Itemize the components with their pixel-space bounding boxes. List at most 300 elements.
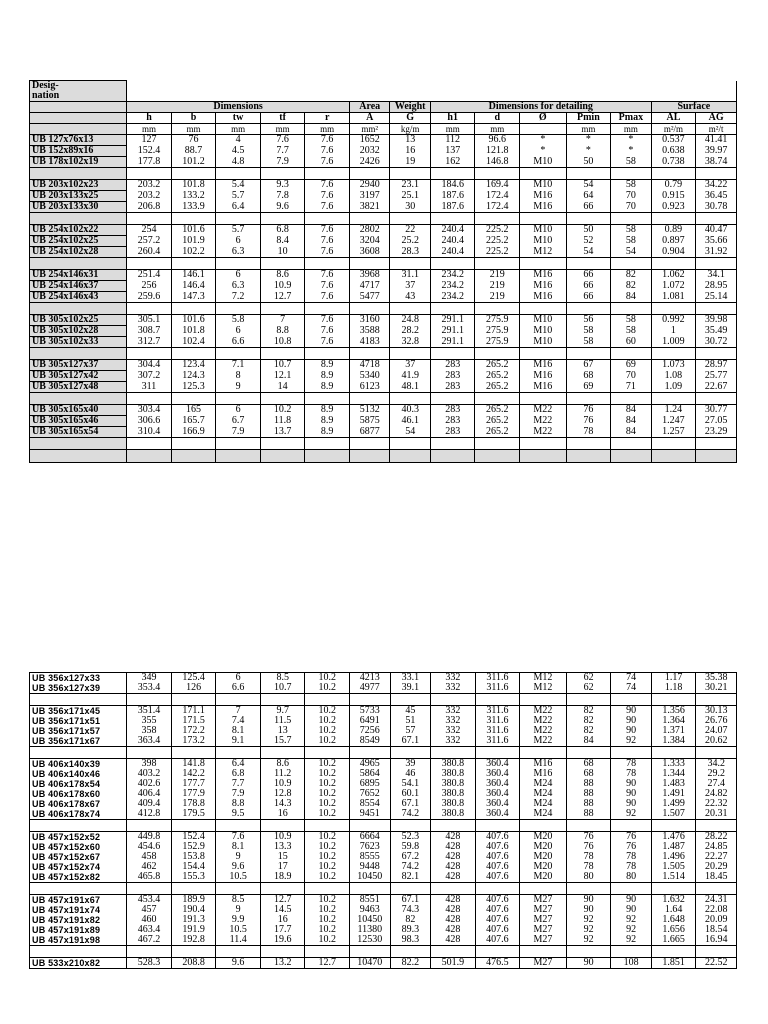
- d-value: 407.6: [475, 842, 520, 852]
- h-value: 402.6: [127, 779, 172, 789]
- tw-value: 6.6: [216, 683, 261, 694]
- pmin-value: 50: [566, 157, 611, 168]
- ag-value: 30.13: [696, 706, 737, 717]
- ag-value: 22.32: [696, 799, 737, 809]
- al-value: 0.904: [651, 247, 696, 258]
- table-row: [30, 326, 737, 337]
- weight-value: 33.1: [390, 673, 431, 684]
- b-value: 102.2: [171, 247, 216, 258]
- section-designation: UB 406x178x74: [30, 809, 127, 820]
- d-value: 360.4: [475, 779, 520, 789]
- h-value: 454.6: [127, 842, 172, 852]
- ag-value: 35.66: [696, 236, 737, 247]
- al-value: 1.64: [651, 905, 696, 915]
- table-row: [30, 180, 737, 191]
- bolt-value: M27: [520, 895, 567, 906]
- r-value: 7.6: [305, 157, 350, 168]
- ag-value: 26.76: [696, 716, 737, 726]
- pmax-value: 92: [611, 935, 652, 946]
- tw-value: 10.5: [216, 925, 261, 935]
- r-value: 10.2: [305, 915, 350, 925]
- group-spacer: [30, 438, 737, 450]
- bolt-value: M20: [520, 852, 567, 862]
- tw-value: 9: [216, 382, 261, 393]
- pmax-unit-header: mm: [611, 124, 652, 135]
- weight-value: 82.2: [390, 958, 431, 969]
- ag-value: 39.97: [696, 146, 737, 157]
- bolt-value: M16: [520, 202, 567, 213]
- weight-symbol-header: G: [390, 113, 431, 124]
- weight-value: 32.8: [390, 337, 431, 348]
- weight-value: 82: [390, 915, 431, 925]
- section-designation: UB 356x171x51: [30, 716, 127, 726]
- b-value: 142.2: [171, 769, 216, 779]
- r-value: 7.6: [305, 315, 350, 326]
- tw-value: 6: [216, 405, 261, 416]
- bolt-value: M10: [520, 337, 567, 348]
- al-value: 0.89: [651, 225, 696, 236]
- d-value: 265.2: [475, 427, 520, 438]
- bolt-value: M16: [520, 371, 567, 382]
- h-value: 305.1: [127, 315, 172, 326]
- table-row: [30, 759, 737, 770]
- weight-value: 37: [390, 360, 431, 371]
- ag-value: 24.85: [696, 842, 737, 852]
- area-value: 4965: [350, 759, 391, 770]
- section-designation: UB 457x191x82: [30, 915, 127, 925]
- bolt-value: M24: [520, 779, 567, 789]
- h-value: 303.4: [127, 405, 172, 416]
- tw-value: 9.9: [216, 915, 261, 925]
- tw-value: 6.4: [216, 202, 261, 213]
- b-value: 146.1: [171, 270, 216, 281]
- table-row: [30, 958, 737, 969]
- pmax-value: 84: [611, 405, 652, 416]
- bolt-value: M24: [520, 789, 567, 799]
- tf-value: 14: [260, 382, 305, 393]
- r-value: 7.6: [305, 326, 350, 337]
- b-value: 126: [171, 683, 216, 694]
- h1-value: 428: [431, 862, 476, 872]
- pmin-value: 82: [566, 716, 611, 726]
- h-value: 458: [127, 852, 172, 862]
- d-value: 275.9: [475, 337, 520, 348]
- r-value: 7.6: [305, 247, 350, 258]
- ag-value: 34.22: [696, 180, 737, 191]
- section-designation: UB 457x152x60: [30, 842, 127, 852]
- weight-value: 24.8: [390, 315, 431, 326]
- b-value: 101.6: [171, 225, 216, 236]
- table-row: [30, 842, 737, 852]
- area-value: 5340: [349, 371, 390, 382]
- h1-value: 137: [430, 146, 475, 157]
- ag-value: 28.97: [696, 360, 737, 371]
- ag-value: 27.05: [696, 416, 737, 427]
- ag-value: 30.72: [696, 337, 737, 348]
- bolt-value: M24: [520, 809, 567, 820]
- tf-value: 9.6: [260, 202, 305, 213]
- weight-value: 25.1: [390, 191, 431, 202]
- bolt-value: *: [520, 146, 567, 157]
- pmax-value: 90: [611, 799, 652, 809]
- h-value: 304.4: [127, 360, 172, 371]
- d-value: 407.6: [475, 925, 520, 935]
- tf-value: 9.3: [260, 180, 305, 191]
- pmin-value: 66: [566, 270, 611, 281]
- bolt-value: M12: [520, 673, 567, 684]
- h1-value: 428: [431, 935, 476, 946]
- ag-value: 35.49: [696, 326, 737, 337]
- tf-value: 7.7: [260, 146, 305, 157]
- bolt-value: M20: [520, 872, 567, 883]
- pmin-value: 78: [566, 852, 611, 862]
- b-value: 141.8: [171, 759, 216, 770]
- b-value: 152.4: [171, 832, 216, 843]
- b-value: 171.5: [171, 716, 216, 726]
- r-value: 10.2: [305, 799, 350, 809]
- pmin-value: 68: [566, 769, 611, 779]
- area-value: 6664: [350, 832, 391, 843]
- h-value: 127: [127, 135, 172, 146]
- group-spacer: [30, 820, 737, 832]
- al-value: 1.072: [651, 281, 696, 292]
- h1-value: 187.6: [430, 191, 475, 202]
- area-group-header: Area: [349, 102, 390, 113]
- d-value: 407.6: [475, 872, 520, 883]
- tf-value: 7.6: [260, 135, 305, 146]
- tw-value: 5.4: [216, 180, 261, 191]
- h-value: 206.8: [127, 202, 172, 213]
- b-value: 102.4: [171, 337, 216, 348]
- bolt-value: M16: [520, 759, 567, 770]
- pmin-value: 58: [566, 337, 611, 348]
- r-value: 10.2: [305, 935, 350, 946]
- r-value: 7.6: [305, 281, 350, 292]
- b-value: 146.4: [171, 281, 216, 292]
- b-value: 125.3: [171, 382, 216, 393]
- weight-value: 40.3: [390, 405, 431, 416]
- tf-value: 8.6: [260, 270, 305, 281]
- tf-value: 10.2: [260, 405, 305, 416]
- tw-value: 4: [216, 135, 261, 146]
- ag-value: 28.22: [696, 832, 737, 843]
- section-designation: UB 254x102x28: [30, 247, 127, 258]
- b-value: 101.2: [171, 157, 216, 168]
- ag-value: 34.1: [696, 270, 737, 281]
- al-symbol-header: AL: [651, 113, 696, 124]
- al-value: 1.356: [651, 706, 696, 717]
- pmax-value: 90: [611, 905, 652, 915]
- table-row: [30, 202, 737, 213]
- area-value: 8554: [350, 799, 391, 809]
- b-value: 123.4: [171, 360, 216, 371]
- tw-value: 8.1: [216, 726, 261, 736]
- table-row: [30, 416, 737, 427]
- r-value: 10.2: [305, 716, 350, 726]
- tw-value: 8: [216, 371, 261, 382]
- tf-value: 7.8: [260, 191, 305, 202]
- bolt-value: M16: [520, 191, 567, 202]
- tw-value: 6.7: [216, 416, 261, 427]
- section-table-upper: [29, 80, 737, 463]
- h1-value: 428: [431, 842, 476, 852]
- r-value: 10.2: [305, 872, 350, 883]
- d-value: 407.6: [475, 852, 520, 862]
- h1-value: 332: [431, 716, 476, 726]
- bolt-unit-header: [520, 124, 567, 135]
- h-value: 363.4: [127, 736, 172, 747]
- weight-value: 60.1: [390, 789, 431, 799]
- weight-value: 57: [390, 726, 431, 736]
- pmax-value: 90: [611, 789, 652, 799]
- section-designation: UB 356x127x33: [30, 673, 127, 684]
- ag-value: 24.82: [696, 789, 737, 799]
- d-value: 219: [475, 270, 520, 281]
- ag-value: 18.54: [696, 925, 737, 935]
- table-row: [30, 832, 737, 843]
- h1-value: 291.1: [430, 337, 475, 348]
- ag-value: 35.38: [696, 673, 737, 684]
- tf-value: 8.5: [260, 673, 305, 684]
- b-value: 173.2: [171, 736, 216, 747]
- weight-value: 67.1: [390, 799, 431, 809]
- b-value: 154.4: [171, 862, 216, 872]
- designation-header-cont: [30, 102, 127, 113]
- r-value: 7.6: [305, 270, 350, 281]
- weight-value: 13: [390, 135, 431, 146]
- h-value: 259.6: [127, 292, 172, 303]
- area-symbol-header: A: [349, 113, 390, 124]
- al-value: 1.073: [651, 360, 696, 371]
- h-value: 406.4: [127, 789, 172, 799]
- area-value: 4977: [350, 683, 391, 694]
- tw-value: 7.9: [216, 427, 261, 438]
- tw-value: 4.8: [216, 157, 261, 168]
- bolt-value: M22: [520, 736, 567, 747]
- h1-value: 240.4: [430, 225, 475, 236]
- b-value: 147.3: [171, 292, 216, 303]
- b-value: 76: [171, 135, 216, 146]
- tf-value: 16: [260, 809, 305, 820]
- tf-value: 14.5: [260, 905, 305, 915]
- tw-value: 9.6: [216, 958, 261, 969]
- tf-value: 10.7: [260, 360, 305, 371]
- r-value: 7.6: [305, 225, 350, 236]
- group-spacer: [30, 213, 737, 225]
- d-value: 172.4: [475, 202, 520, 213]
- tw-value: 6: [216, 326, 261, 337]
- tf-value: 10: [260, 247, 305, 258]
- r-value: 10.2: [305, 726, 350, 736]
- table-row: [30, 427, 737, 438]
- area-value: 4183: [349, 337, 390, 348]
- r-value: 10.2: [305, 736, 350, 747]
- b-value: 208.8: [171, 958, 216, 969]
- weight-value: 46.1: [390, 416, 431, 427]
- al-value: 1.364: [651, 716, 696, 726]
- h-value: 412.8: [127, 809, 172, 820]
- section-designation: UB 305x165x40: [30, 405, 127, 416]
- bolt-value: M10: [520, 326, 567, 337]
- tw-unit-header: mm: [216, 124, 261, 135]
- h-value: 177.8: [127, 157, 172, 168]
- table-row: [30, 247, 737, 258]
- section-designation: UB 305x127x37: [30, 360, 127, 371]
- pmin-value: 88: [566, 799, 611, 809]
- al-value: 1.333: [651, 759, 696, 770]
- al-value: 1.491: [651, 789, 696, 799]
- bolt-value: M20: [520, 862, 567, 872]
- area-value: 6877: [349, 427, 390, 438]
- r-unit-header: mm: [305, 124, 350, 135]
- section-designation: UB 203x102x23: [30, 180, 127, 191]
- h1-value: 428: [431, 915, 476, 925]
- pmin-value: 67: [566, 360, 611, 371]
- r-value: 7.6: [305, 236, 350, 247]
- h1-value: 332: [431, 706, 476, 717]
- b-value: 125.4: [171, 673, 216, 684]
- pmax-value: 58: [611, 157, 652, 168]
- weight-value: 28.3: [390, 247, 431, 258]
- group-spacer: [30, 393, 737, 405]
- al-value: 1.476: [651, 832, 696, 843]
- b-value: 101.8: [171, 326, 216, 337]
- section-designation: UB 457x191x74: [30, 905, 127, 915]
- al-value: 1.632: [651, 895, 696, 906]
- b-value: 88.7: [171, 146, 216, 157]
- area-value: 9463: [350, 905, 391, 915]
- area-value: 3204: [349, 236, 390, 247]
- area-value: 9448: [350, 862, 391, 872]
- h-symbol-header: h: [127, 113, 172, 124]
- pmax-value: 84: [611, 416, 652, 427]
- group-spacer: [30, 946, 737, 958]
- al-value: 1.487: [651, 842, 696, 852]
- tw-value: 9.6: [216, 862, 261, 872]
- table-row: [30, 809, 737, 820]
- pmax-value: 74: [611, 673, 652, 684]
- section-table-lower: [29, 672, 737, 969]
- weight-value: 59.8: [390, 842, 431, 852]
- pmin-value: 76: [566, 842, 611, 852]
- pmin-value: 66: [566, 292, 611, 303]
- d-value: 360.4: [475, 799, 520, 809]
- area-value: 5477: [349, 292, 390, 303]
- area-value: 6123: [349, 382, 390, 393]
- al-value: 0.923: [651, 202, 696, 213]
- b-value: 165: [171, 405, 216, 416]
- section-designation: UB 406x178x60: [30, 789, 127, 799]
- tf-value: 7: [260, 315, 305, 326]
- h-value: 312.7: [127, 337, 172, 348]
- pmax-value: 60: [611, 337, 652, 348]
- ag-value: 24.31: [696, 895, 737, 906]
- pmax-value: 84: [611, 427, 652, 438]
- area-value: 8549: [350, 736, 391, 747]
- d-value: 311.6: [475, 683, 520, 694]
- b-value: 177.9: [171, 789, 216, 799]
- bolt-value: M16: [520, 769, 567, 779]
- d-value: 360.4: [475, 789, 520, 799]
- r-value: 10.2: [305, 759, 350, 770]
- section-designation: UB 305x102x25: [30, 315, 127, 326]
- h-value: 463.4: [127, 925, 172, 935]
- pmax-value: 92: [611, 736, 652, 747]
- pmin-value: 82: [566, 726, 611, 736]
- section-designation: UB 254x102x25: [30, 236, 127, 247]
- pmin-value: 66: [566, 281, 611, 292]
- tw-value: 7.1: [216, 360, 261, 371]
- section-designation: UB 305x102x33: [30, 337, 127, 348]
- weight-value: 37: [390, 281, 431, 292]
- b-value: 153.8: [171, 852, 216, 862]
- designation-header-blank: [30, 113, 127, 124]
- tw-value: 6.3: [216, 247, 261, 258]
- h-value: 203.2: [127, 180, 172, 191]
- detailing-group-header: Dimensions for detailing: [430, 102, 651, 113]
- area-value: 3197: [349, 191, 390, 202]
- group-spacer: [30, 694, 737, 706]
- h1-value: 380.8: [431, 759, 476, 770]
- weight-value: 43: [390, 292, 431, 303]
- table-row: [30, 292, 737, 303]
- table-row: [30, 726, 737, 736]
- tw-value: 5.8: [216, 315, 261, 326]
- pmax-value: 70: [611, 202, 652, 213]
- al-value: 1.851: [651, 958, 696, 969]
- d-value: 311.6: [475, 716, 520, 726]
- pmax-value: 90: [611, 726, 652, 736]
- pmax-value: 70: [611, 191, 652, 202]
- r-value: 7.6: [305, 135, 350, 146]
- bolt-symbol-header: Ø: [520, 113, 567, 124]
- pmin-value: 62: [566, 683, 611, 694]
- r-value: 12.7: [305, 958, 350, 969]
- area-value: 3160: [349, 315, 390, 326]
- r-value: 7.6: [305, 337, 350, 348]
- r-value: 10.2: [305, 673, 350, 684]
- tf-symbol-header: tf: [260, 113, 305, 124]
- pmin-value: 88: [566, 779, 611, 789]
- h-value: 358: [127, 726, 172, 736]
- ag-value: 30.21: [696, 683, 737, 694]
- tw-value: 6: [216, 673, 261, 684]
- tw-value: 9: [216, 905, 261, 915]
- table-row: [30, 935, 737, 946]
- area-value: 4213: [350, 673, 391, 684]
- pmax-value: 58: [611, 225, 652, 236]
- d-value: 407.6: [475, 862, 520, 872]
- section-designation: UB 356x171x45: [30, 706, 127, 717]
- pmax-value: 92: [611, 809, 652, 820]
- b-value: 178.8: [171, 799, 216, 809]
- weight-value: 46: [390, 769, 431, 779]
- r-value: 7.6: [305, 191, 350, 202]
- d-value: 476.5: [475, 958, 520, 969]
- b-value: 133.9: [171, 202, 216, 213]
- table-row: [30, 191, 737, 202]
- al-value: 1.18: [651, 683, 696, 694]
- h1-value: 428: [431, 852, 476, 862]
- r-value: 10.2: [305, 842, 350, 852]
- b-value: 152.9: [171, 842, 216, 852]
- ag-value: 22.27: [696, 852, 737, 862]
- pmax-value: 78: [611, 759, 652, 770]
- h-value: 462: [127, 862, 172, 872]
- al-value: 1.247: [651, 416, 696, 427]
- r-value: 10.2: [305, 852, 350, 862]
- h-value: 311: [127, 382, 172, 393]
